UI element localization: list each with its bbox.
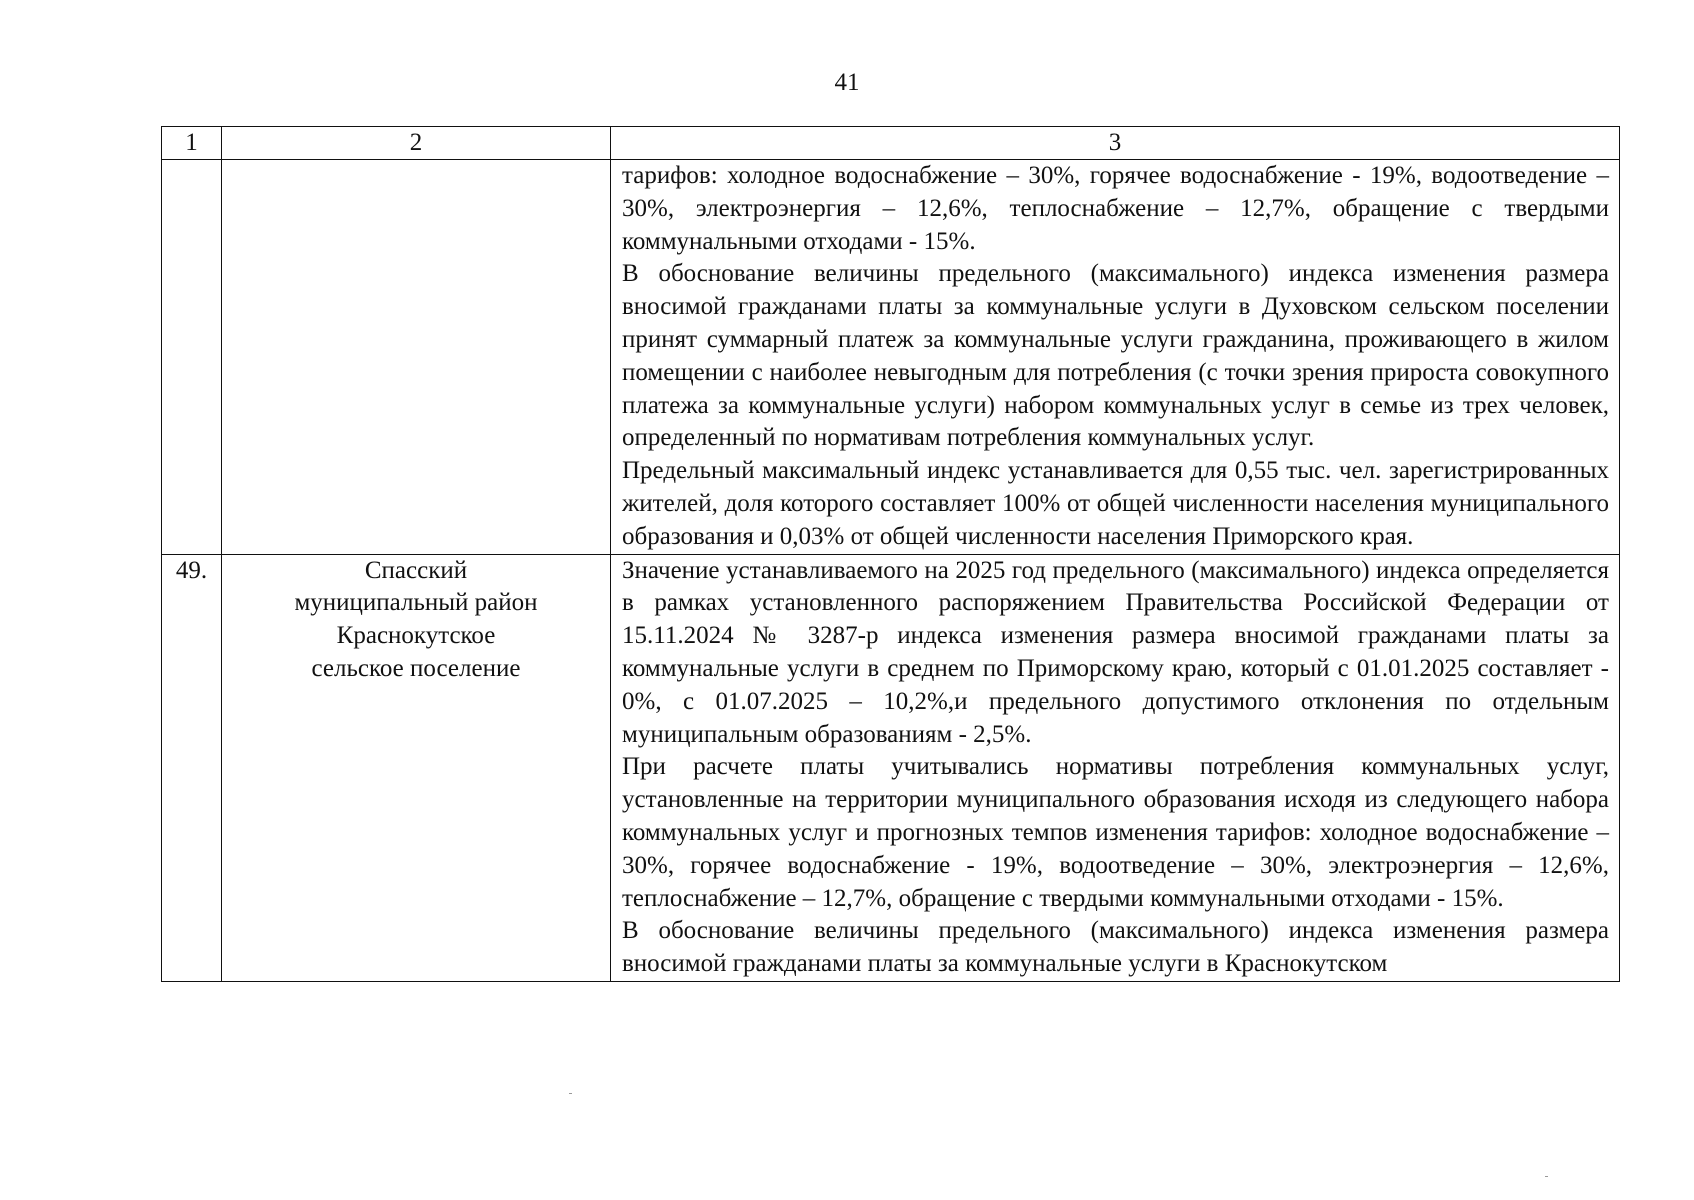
column-header-1: 1: [162, 127, 222, 160]
description-paragraph: Значение устанавливаемого на 2025 год предельного (максимального) индекса определяется в рамках установленного распоряжением Правительства Российской Федерации от 15.11.2024 № 3287-р индекса изменения размера вносимой гражданами платы за коммунальные услуги в среднем по Приморскому краю, который с 01.01.2025 составляет - 0%, с 01.07.2025 – 10,2%,и предельного допустимого отклонения по отдельным муниципальным образованиям - 2,5%.: [622, 556, 1609, 748]
scan-speck: [569, 1093, 572, 1094]
municipality-name-line: сельское поселение: [311, 654, 521, 682]
municipality-name-line: Краснокутское: [336, 622, 496, 650]
description-paragraph: Предельный максимальный индекс устанавливается для 0,55 тыс. чел. зарегистрированных жителей, доля которого составляет 100% от общей численности населения муниципального образования и 0,03% от общей численности населения Приморского края.: [622, 457, 1609, 550]
page-number: 41: [834, 69, 860, 96]
column-header-3: 3: [611, 127, 1620, 160]
municipality-name-cell: [222, 160, 611, 555]
municipality-name-line: Спасский: [364, 556, 468, 584]
description-paragraph: При расчете платы учитывались нормативы потребления коммунальных услуг, установленные на территории муниципального образования исходя из следующего набора коммунальных услуг и прогнозных темпов изменения тарифов: холодное водоснабжение – 30%, горячее водоснабжение - 19%, водоотведение – 30%, электроэнергия – 12,6%, теплоснабжение – 12,7%, обращение с твердыми коммунальными отходами - 15%.: [622, 753, 1609, 912]
column-header-2: 2: [222, 127, 611, 160]
description-cell: [611, 160, 1620, 555]
row-number-cell: [162, 160, 222, 555]
municipality-name-line: муниципальный район: [294, 589, 538, 617]
description-paragraph: В обоснование величины предельного (максимального) индекса изменения размера вносимой гражданами платы за коммунальные услуги в Краснокутском: [622, 917, 1609, 978]
table-row: [162, 160, 1620, 555]
tariff-index-table: [161, 126, 1620, 982]
description-paragraph: В обоснование величины предельного (максимального) индекса изменения размера вносимой гражданами платы за коммунальные услуги в Духовском сельском поселении принят суммарный платеж за коммунальные услуги гражданина, проживающего в жилом помещении с наиболее невыгодным для потребления (с точки зрения прироста совокупного платежа за коммунальные услуги) набором коммунальных услуг в семье из трех человек, определенный по нормативам потребления коммунальных услуг.: [622, 260, 1609, 452]
description-paragraph: тарифов: холодное водоснабжение – 30%, горячее водоснабжение - 19%, водоотведение – 30%, электроэнергия – 12,6%, теплоснабжение – 12,7%, обращение с твердыми коммунальными отходами - 15%.: [622, 162, 1609, 255]
municipality-name-cell: [222, 554, 611, 981]
row-number-cell: 49.: [162, 554, 222, 981]
table-header-row: [162, 127, 1620, 160]
table-row: [162, 554, 1620, 981]
description-cell: [611, 554, 1620, 981]
scan-speck: [1545, 1176, 1548, 1177]
